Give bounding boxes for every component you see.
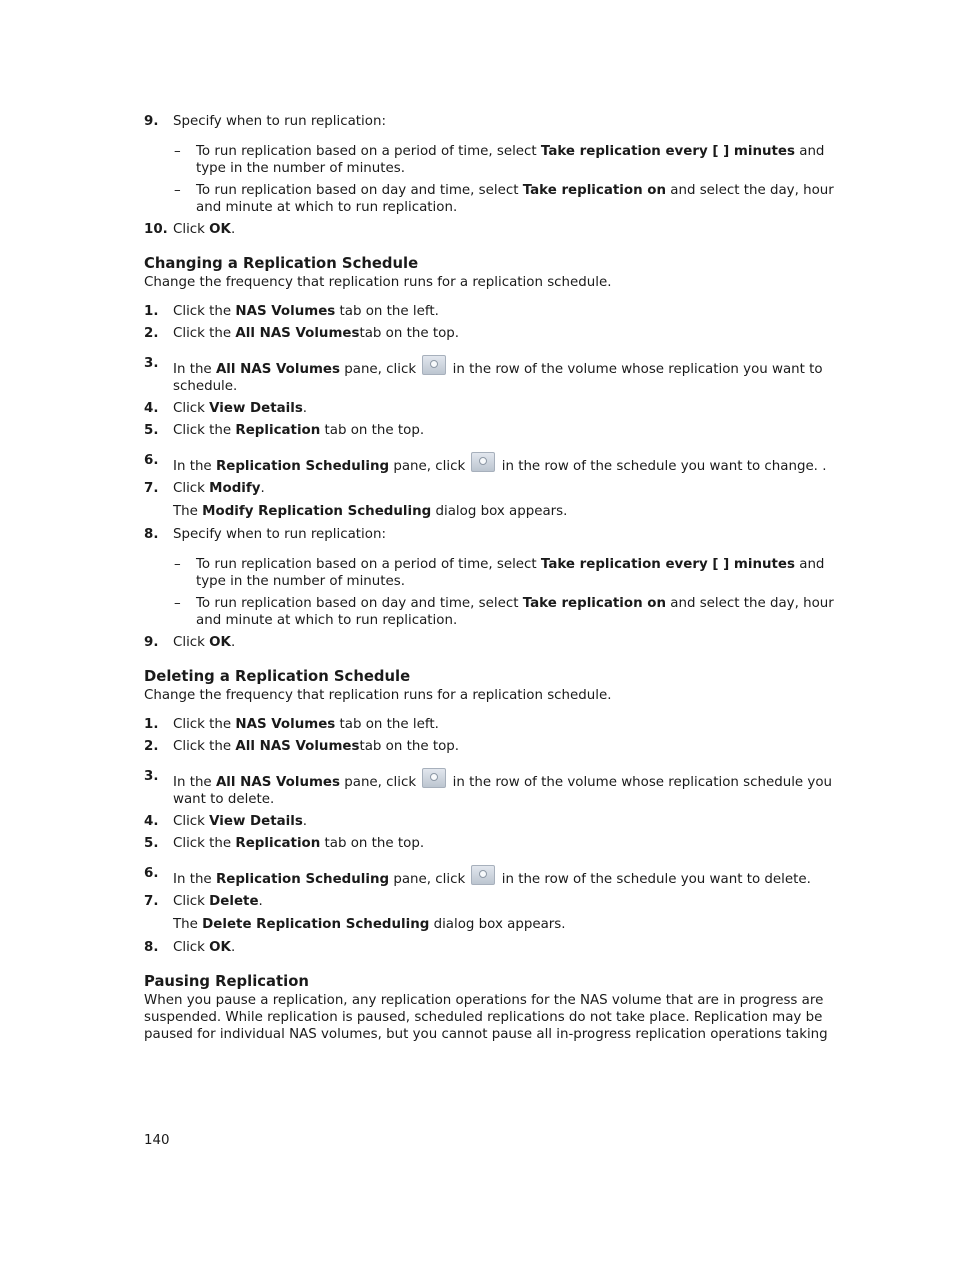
gear-icon bbox=[422, 355, 446, 375]
gear-icon bbox=[422, 768, 446, 788]
step-2: 2. Click the All NAS Volumestab on the top. bbox=[144, 326, 460, 341]
step-10: 10. Click OK. bbox=[144, 222, 236, 237]
step-8: 8. Specify when to run replication: bbox=[144, 527, 386, 542]
step-1: 1. Click the NAS Volumes tab on the left. bbox=[144, 304, 439, 319]
step-6: 6. In the Replication Scheduling pane, click in the row of the schedule you want to delete. bbox=[144, 866, 811, 887]
section-intro: Change the frequency that replication runs for a replication schedule. bbox=[144, 688, 612, 703]
step-8: 8. Click OK. bbox=[144, 940, 236, 955]
substep: – To run replication based on a period of time, select Take replication every [ ] minutes and type in the number of minutes. bbox=[174, 144, 825, 176]
page-content bbox=[144, 113, 844, 1043]
step-7: 7. Click Modify. bbox=[144, 481, 265, 496]
section-intro: Change the frequency that replication runs for a replication schedule. bbox=[144, 275, 612, 290]
section-body: When you pause a replication, any replication operations for the NAS volume that are in progress are suspended. While replication is paused, scheduled replications do not take place. Replication may be paused for individual NAS volumes, but you cannot pause all in-progress replication operations taking bbox=[144, 993, 828, 1042]
substep: – To run replication based on day and time, select Take replication on and select the day, hour and minute at which to run replication. bbox=[174, 596, 834, 628]
step-6: 6. In the Replication Scheduling pane, click in the row of the schedule you want to change. . bbox=[144, 453, 827, 474]
step-note: The Delete Replication Scheduling dialog box appears. bbox=[173, 917, 566, 932]
section-heading: Pausing Replication bbox=[144, 973, 309, 990]
step-3: 3. In the All NAS Volumes pane, click in the row of the volume whose replication schedule you want to delete. bbox=[144, 769, 833, 807]
step-4: 4. Click View Details. bbox=[144, 814, 308, 829]
substep: – To run replication based on day and time, select Take replication on and select the day, hour and minute at which to run replication. bbox=[174, 183, 834, 215]
step-5: 5. Click the Replication tab on the top. bbox=[144, 423, 425, 438]
section-heading: Deleting a Replication Schedule bbox=[144, 668, 411, 685]
step-3: 3. In the All NAS Volumes pane, click in the row of the volume whose replication you want to schedule. bbox=[144, 356, 823, 394]
step-7: 7. Click Delete. bbox=[144, 894, 263, 909]
step-9: 9. Click OK. bbox=[144, 635, 236, 650]
gear-icon bbox=[471, 452, 495, 472]
page-number: 140 bbox=[144, 1133, 170, 1148]
step-1: 1. Click the NAS Volumes tab on the left. bbox=[144, 717, 439, 732]
step-9: 9. Specify when to run replication: bbox=[144, 114, 386, 129]
step-4: 4. Click View Details. bbox=[144, 401, 308, 416]
gear-icon bbox=[471, 865, 495, 885]
section-heading: Changing a Replication Schedule bbox=[144, 255, 419, 272]
step-5: 5. Click the Replication tab on the top. bbox=[144, 836, 425, 851]
step-note: The Modify Replication Scheduling dialog box appears. bbox=[173, 504, 568, 519]
substep: – To run replication based on a period of time, select Take replication every [ ] minutes and type in the number of minutes. bbox=[174, 557, 825, 589]
step-2: 2. Click the All NAS Volumestab on the top. bbox=[144, 739, 460, 754]
